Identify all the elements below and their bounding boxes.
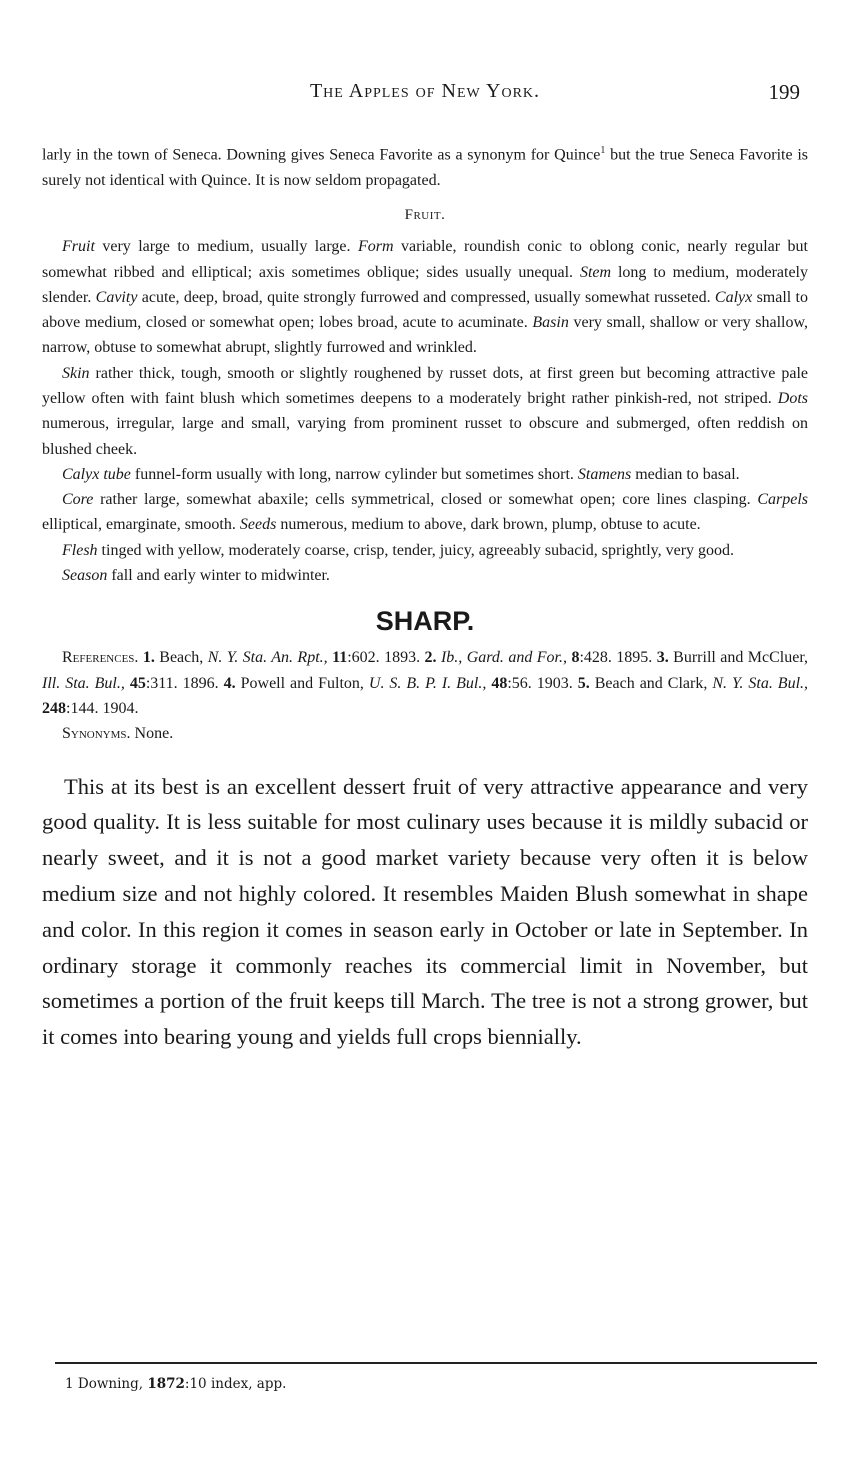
italic-term: Stamens [577,465,632,483]
text-run: median to basal. [631,465,740,483]
fruit-description [42,234,808,588]
text-run: rather large, somewhat abaxile; cells symmetrical, closed or somewhat open; core lines clasping. [93,491,758,509]
text-run: :428. 1895. [579,649,657,667]
italic-term: Seeds [239,516,277,534]
text-run: 48 [491,674,508,692]
text-run: very small, shallow or very shallow, narrow, obtuse to somewhat abrupt, slightly furrowed and wrinkled. [42,314,809,357]
footnote [65,1376,286,1392]
text-run: 5. [577,674,590,692]
italic-term: Stem [579,263,612,281]
italic-term: Calyx [714,288,753,306]
text-run: 1. [142,649,155,667]
text-run: numerous, irregular, large and small, varying from prominent russet to obscure and submerged, often reddish on blushed cheek. [42,415,808,458]
text-run: Powell and Fulton, [235,674,369,692]
text-run: Beach and Clark, [589,674,713,692]
text-run: Burrill and McCluer, [668,649,809,667]
paragraph [42,487,808,538]
text-run: rather thick, tough, smooth or slightly roughened by russet dots, at first green but becoming attractive pale yellow often with faint blush which sometimes deepens to a moderately bright rather pinkish-red, not striped. [42,364,808,407]
italic-term: Season [62,567,108,585]
italic-term: Ib., Gard. and For., [440,649,567,667]
page-header [42,80,808,110]
variety-description [42,769,808,1055]
intro-section [42,138,808,193]
text-run: numerous, medium to above, dark brown, plump, obtuse to acute. [276,516,701,534]
paragraph [42,538,808,563]
text-run: 2. [424,649,437,667]
italic-term: Skin [62,364,90,382]
paragraph [42,645,808,721]
text-run: very large to medium, usually large. [94,238,358,256]
italic-term: Carpels [757,491,808,509]
italic-term: N. Y. Sta. Bul., [712,674,809,692]
italic-term: Basin [532,314,569,332]
footnote-marker: 1 [65,1376,74,1392]
footnote-author: Downing, [77,1376,144,1392]
text-run: larly in the town of Seneca. Downing gives Seneca Favorite as a synonym for Quince [42,146,601,164]
italic-term: Fruit [62,238,95,256]
fruit-heading: Fruit. [404,206,446,223]
text-run: References. [62,649,139,667]
paragraph [42,361,808,462]
footnote-ref: 1 [600,145,606,156]
footnote-divider [55,1362,817,1364]
text-run: 11 [332,649,348,667]
italic-term: Dots [777,390,808,407]
italic-term: U. S. B. P. I. Bul., [368,674,487,692]
paragraph [42,769,808,1055]
references-section [42,645,808,746]
text-run: :311. 1896. [145,674,224,692]
text-run: Synonyms. [62,725,131,743]
variety-title: SHARP. [375,606,475,637]
page-content [42,138,808,1055]
text-run: Beach, [154,649,208,667]
text-run: 45 [129,674,146,692]
italic-term: Ill. Sta. Bul., [42,674,125,692]
text-run: None. [130,725,174,743]
italic-term: Form [357,238,394,256]
paragraph [42,721,808,746]
text-run: but the true Seneca Favorite is surely not identical with Quince. It is now seldom propagated. [42,146,808,189]
text-run: long to medium, moderately slender. [42,263,808,306]
text-run: fall and early winter to midwinter. [107,567,330,585]
footnote-year: 1872 [147,1376,185,1392]
text-run: tinged with yellow, moderately coarse, crisp, tender, juicy, agreeably subacid, sprightly, very good. [97,541,735,559]
page-number: 199 [768,80,800,104]
text-run: 248 [42,699,66,717]
italic-term: N. Y. Sta. An. Rpt., [207,649,328,667]
text-run: 4. [223,674,236,692]
text-run: small to above medium, closed or somewhat open; lobes broad, acute to acuminate. [42,288,809,332]
text-run: :144. 1904. [66,699,139,717]
text-run: acute, deep, broad, quite strongly furrowed and compressed, usually somewhat russeted. [137,288,715,306]
text-run: :602. 1893. [347,649,425,667]
text-run: This at its best is an excellent dessert fruit of very attractive appearance and very good quality. It is less suitable for most culinary uses because it is mildly subacid or nearly sweet, and it is not a good market variety because very often it is below medium size and not highly colored. It resembles Maiden Blush somewhat in shape and color. In this region it comes in season early in October or late in September. In ordinary storage it commonly reaches its commercial limit in November, but sometimes a portion of the fruit keeps till March. The tree is not a strong grower, but it comes into bearing young and yields full crops biennially. [42,773,808,1050]
footnote-rest: :10 index, app. [184,1376,287,1392]
italic-term: Flesh [62,541,98,559]
paragraph [42,138,808,193]
text-run: :56. 1903. [507,674,578,692]
text-run: 8 [571,649,580,667]
running-title: The Apples of New York. [309,80,541,102]
text-run: funnel-form usually with long, narrow cylinder but sometimes short. [130,465,578,483]
paragraph [42,563,808,588]
text-run: variable, roundish conic to oblong conic, nearly regular but somewhat ribbed and elliptical; axis sometimes oblique; sides usually unequal. [42,238,809,281]
paragraph [42,462,808,487]
italic-term: Cavity [95,288,138,306]
italic-term: Calyx tube [62,465,131,483]
italic-term: Core [62,491,94,509]
text-run: elliptical, emarginate, smooth. [42,516,240,534]
text-run: 3. [656,649,669,667]
paragraph [42,234,808,360]
